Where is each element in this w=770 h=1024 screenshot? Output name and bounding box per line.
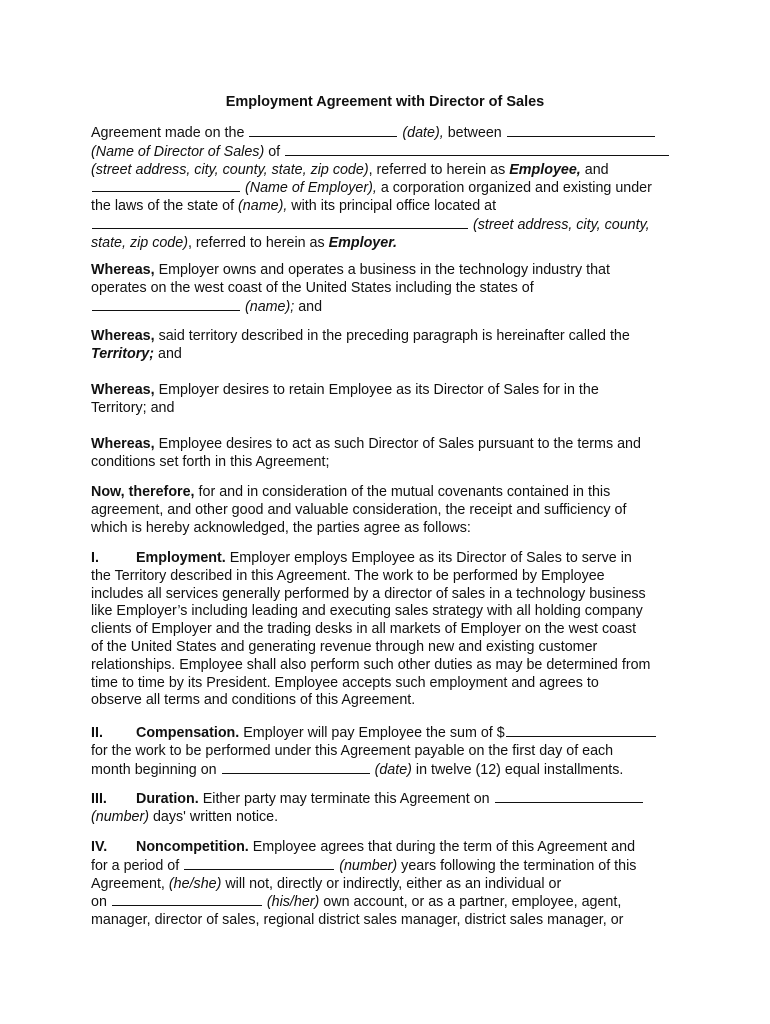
section-number: III. (91, 791, 107, 807)
state-hint: (name), (238, 198, 288, 215)
paragraph-line: for the work to be performed under this Agreement payable on the first day of each (91, 742, 614, 759)
intro-text: with its principal office located at (291, 198, 497, 215)
paragraph-text: Employee agrees that during the term of this Agreement and (252, 839, 636, 855)
paragraph-text: days' written notice. (152, 808, 279, 825)
paragraph-line (91, 436, 691, 454)
paragraph-line (91, 484, 691, 502)
intro-line (91, 143, 691, 162)
paragraph-text: Agreement, (91, 875, 165, 892)
states-hint: (name); (244, 298, 295, 315)
paragraph-line (91, 328, 691, 346)
section-duration (91, 790, 691, 827)
paragraph-line: relationships. Employee shall also perform such other duties as may be determined from (91, 656, 651, 673)
paragraph-line (91, 724, 691, 743)
paragraph-text: Either party may terminate this Agreement on (202, 791, 490, 807)
compensation-amount-blank[interactable] (506, 724, 656, 737)
number-hint: (number) (339, 857, 398, 874)
intro-line (91, 235, 691, 253)
paragraph-line (91, 346, 691, 364)
whereas-label: Whereas, (91, 262, 155, 278)
paragraph-line: which is hereby acknowledged, the parties agree as follows: (91, 519, 471, 536)
whereas-label: Whereas, (91, 328, 155, 344)
paragraph-text: Employer will pay Employee the sum of $ (243, 725, 505, 741)
paragraph-line: agreement, and other good and valuable consideration, the receipt and sufficiency of (91, 501, 627, 518)
paragraph-line: Territory; and (91, 399, 175, 416)
intro-text: Agreement made on the (91, 125, 245, 141)
address-hint: (street address, city, county, (472, 216, 650, 233)
paragraph-line (91, 790, 691, 809)
paragraph-text: Employee desires to act as such Director of Sales pursuant to the terms and (158, 436, 641, 452)
paragraph-line (91, 893, 691, 912)
address-hint: state, zip code) (91, 234, 188, 251)
territory-term: Territory; (91, 345, 155, 362)
paragraph-line (91, 298, 691, 317)
number-hint: (number) (91, 808, 149, 825)
paragraph-line (91, 809, 691, 827)
section-heading: Noncompetition. (136, 839, 249, 855)
paragraph-line (91, 876, 691, 894)
whereas-label: Whereas, (91, 382, 155, 398)
paragraph-text: in twelve (12) equal installments. (415, 761, 624, 778)
whereas-paragraph (91, 328, 691, 364)
paragraph-line: conditions set forth in this Agreement; (91, 453, 330, 470)
intro-line (91, 162, 691, 180)
date-hint: (date) (374, 761, 412, 778)
section-number: I. (91, 550, 99, 566)
paragraph-line: clients of Employer and the trading desks in all markets of Employer on the west coast (91, 621, 637, 638)
paragraph-line (91, 382, 691, 400)
whereas-paragraph (91, 262, 691, 316)
paragraph-text: for a period of (91, 857, 180, 874)
whereas-paragraph (91, 382, 691, 418)
employer-address-blank[interactable] (92, 216, 468, 229)
intro-text: and (584, 161, 609, 178)
whereas-paragraph (91, 436, 691, 472)
paragraph-text: Employer employs Employee as its Director of Sales to serve in (229, 550, 632, 566)
date-hint: (date), (402, 125, 444, 141)
intro-text: , referred to herein as (187, 234, 325, 251)
now-therefore-paragraph (91, 484, 691, 537)
section-compensation (91, 724, 691, 779)
intro-text: the laws of the state of (91, 198, 235, 215)
paragraph-text: for and in consideration of the mutual covenants contained in this (198, 484, 611, 500)
paragraph-text: said territory described in the preceding paragraph is hereinafter called the (158, 328, 630, 344)
paragraph-text: years following the termination of this (401, 857, 637, 874)
intro-text: between (447, 125, 502, 141)
pronoun-hint: (he/she) (168, 875, 222, 892)
pronoun-hint: (his/her) (266, 894, 320, 911)
pronoun-blank[interactable] (112, 893, 262, 906)
intro-line (91, 124, 691, 143)
noncompete-years-blank[interactable] (184, 857, 334, 870)
date-blank[interactable] (249, 124, 397, 137)
paragraph-line: time to time by its President. Employee accepts such employment and agrees to (91, 674, 599, 691)
paragraph-text: and (298, 298, 323, 315)
intro-text: a corporation organized and existing under (380, 180, 652, 197)
now-therefore-label: Now, therefore, (91, 484, 195, 500)
intro-line (91, 216, 691, 235)
paragraph-text: Employer desires to retain Employee as its Director of Sales for in the (158, 382, 599, 398)
section-heading: Employment. (136, 550, 226, 566)
notice-days-blank[interactable] (495, 790, 643, 803)
section-heading: Compensation. (136, 725, 240, 741)
director-address-blank[interactable] (285, 143, 669, 156)
intro-line (91, 179, 691, 198)
paragraph-line (91, 839, 691, 857)
employer-term: Employer. (328, 234, 397, 251)
section-heading: Duration. (136, 791, 199, 807)
start-date-blank[interactable] (222, 761, 370, 774)
section-number: IV. (91, 839, 108, 855)
paragraph-line: operates on the west coast of the United States including the states of (91, 279, 534, 296)
section-noncompetition (91, 839, 691, 930)
employer-name-blank[interactable] (92, 179, 240, 192)
director-name-hint: (Name of Director of Sales) (91, 143, 265, 160)
employee-term: Employee, (509, 161, 581, 178)
intro-paragraph (91, 124, 691, 253)
section-number: II. (91, 725, 103, 741)
intro-text: of (268, 143, 281, 160)
paragraph-text: on (91, 894, 107, 911)
paragraph-text: Employer owns and operates a business in the technology industry that (158, 262, 610, 278)
paragraph-line: like Employer’s including leading and executing sales strategy with all holding company (91, 603, 643, 620)
whereas-label: Whereas, (91, 436, 155, 452)
employer-name-hint: (Name of Employer), (244, 180, 377, 197)
address-hint: (street address, city, county, state, zip code) (91, 161, 369, 178)
intro-line (91, 198, 691, 216)
paragraph-line: observe all terms and conditions of this Agreement. (91, 692, 416, 709)
paragraph-line: manager, director of sales, regional district sales manager, district sales manager, or (91, 912, 624, 929)
intro-text: , referred to herein as (368, 161, 506, 178)
paragraph-line (91, 550, 691, 568)
document-title: Employment Agreement with Director of Sales (225, 94, 545, 110)
paragraph-line (91, 761, 691, 780)
paragraph-text: and (158, 345, 182, 362)
paragraph-text: will not, directly or indirectly, either as an individual or (225, 875, 562, 892)
paragraph-line (91, 262, 691, 280)
paragraph-line (91, 857, 691, 876)
director-name-blank[interactable] (507, 124, 655, 137)
section-employment (91, 550, 691, 710)
paragraph-line: of the United States and generating revenue through new and existing customer (91, 638, 598, 655)
states-blank[interactable] (92, 298, 240, 311)
paragraph-line: the Territory described in this Agreement. The work to be performed by Employee (91, 567, 605, 584)
paragraph-text: own account, or as a partner, employee, agent, (323, 894, 622, 911)
paragraph-text: month beginning on (91, 761, 217, 778)
paragraph-line: includes all services generally performed by a director of sales in a technology business (91, 585, 646, 602)
